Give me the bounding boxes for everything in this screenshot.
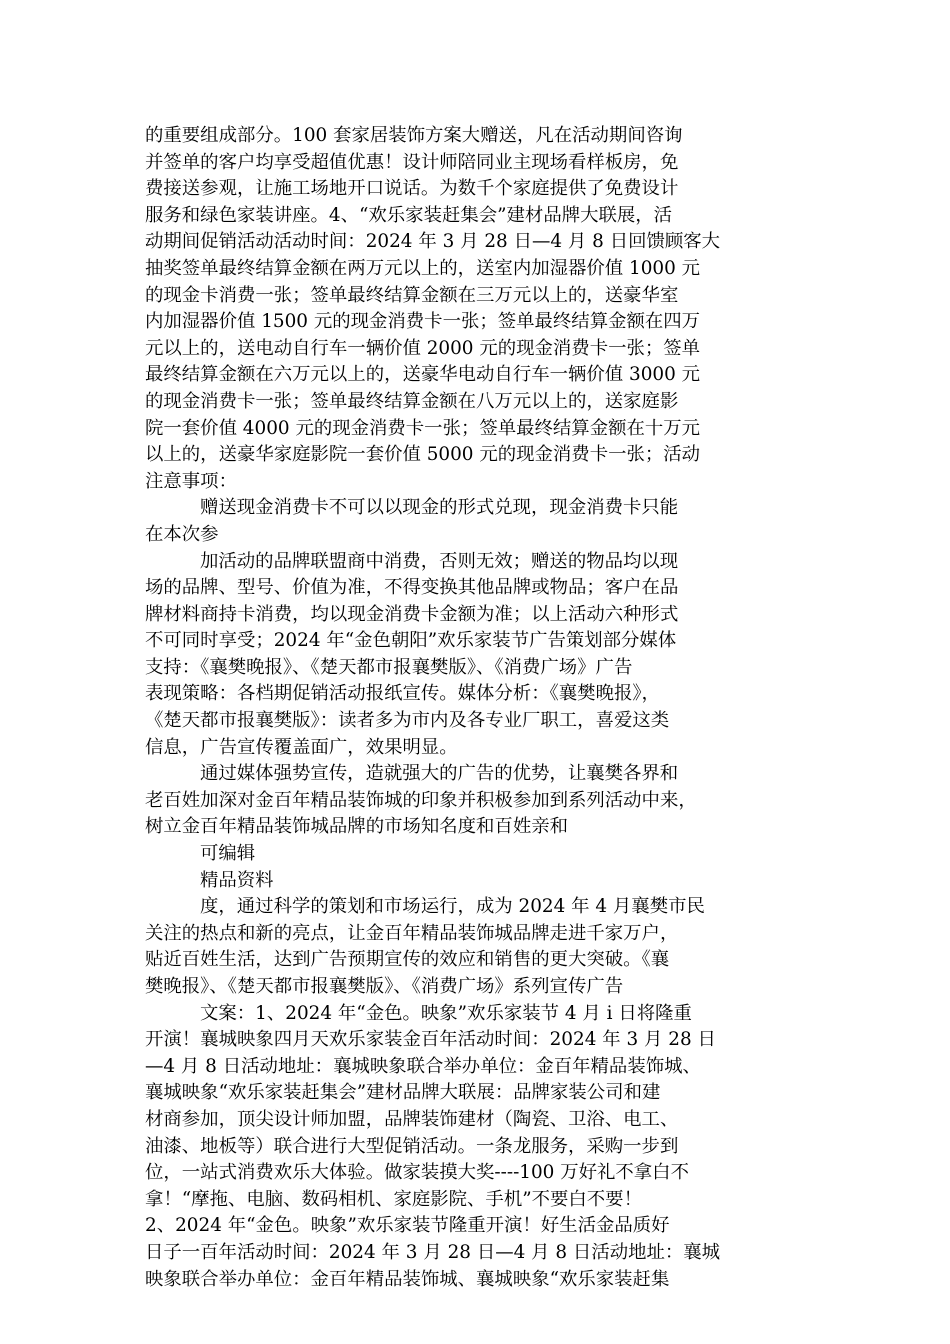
text-line: 的现金消费卡一张；签单最终结算金额在八万元以上的，送家庭影 (145, 390, 679, 412)
text-line: 在本次参 (145, 523, 219, 545)
text-line: 信息，广告宣传覆盖面广，效果明显。 (145, 736, 458, 758)
text-line: 开演！襄城映象四月天欢乐家装金百年活动时间：2024 年 3 月 28 日 (145, 1029, 716, 1051)
text-line: 支持：《襄樊晚报》、《楚天都市报襄樊版》、《消费广场》广告 (145, 656, 633, 678)
text-line: 最终结算金额在六万元以上的，送豪华电动自行车一辆价值 3000 元 (145, 364, 701, 386)
text-line: 以上的，送豪华家庭影院一套价值 5000 元的现金消费卡一张；活动 (145, 444, 701, 466)
text-line: 贴近百姓生活，达到广告预期宣传的效应和销售的更大突破。《襄 (145, 949, 670, 971)
text-line: 树立金百年精品装饰城品牌的市场知名度和百姓亲和 (145, 816, 568, 838)
text-line: 的重要组成部分。100 套家居装饰方案大赠送，凡在活动期间咨询 (145, 125, 683, 146)
text-line: 注意事项： (145, 470, 237, 492)
text-line: —4 月 8 日活动地址：襄城映象联合举办单位：金百年精品装饰城、 (145, 1055, 701, 1077)
text-line: 2、2024 年“金色。映象”欢乐家装节隆重开演！好生活金品质好 (145, 1215, 670, 1237)
text-line: 精品资料 (200, 869, 274, 891)
text-line: 樊晚报》、《楚天都市报襄樊版》、《消费广场》系列宣传广告 (145, 976, 624, 997)
text-line: 并签单的客户均享受超值优惠！设计师陪同业主现场看样板房，免 (145, 151, 679, 173)
text-line: 可编辑 (200, 843, 256, 865)
text-line: 拿！“摩拖、电脑、数码相机、家庭影院、手机”不要白不要！ (145, 1188, 642, 1210)
text-line: 加活动的品牌联盟商中消费，否则无效；赠送的物品均以现 (200, 550, 679, 572)
text-line: 费接送参观，让施工场地开口说话。为数千个家庭提供了免费设计 (145, 178, 679, 200)
text-line: 的现金卡消费一张；签单最终结算金额在三万元以上的，送豪华室 (145, 284, 679, 306)
text-line: 服务和绿色家装讲座。4、“欢乐家装赶集会”建材品牌大联展，活 (145, 204, 673, 226)
text-line: 老百姓加深对金百年精品装饰城的印象并积极参加到系列活动中来， (145, 789, 697, 811)
text-line: 院一套价值 4000 元的现金消费卡一张；签单最终结算金额在十万元 (145, 417, 701, 439)
text-line: 映象联合举办单位：金百年精品装饰城、襄城映象“欢乐家装赶集 (145, 1268, 670, 1290)
text-line: 位，一站式消费欢乐大体验。做家装摸大奖----100 万好礼不拿白不 (145, 1162, 689, 1184)
text-line: 牌材料商持卡消费，均以现金消费卡金额为准；以上活动六种形式 (145, 603, 679, 625)
text-line: 《楚天都市报襄樊版》：读者多为市内及各专业厂职工，喜爱这类 (145, 710, 670, 732)
text-line: 场的品牌、型号、价值为准，不得变换其他品牌或物品；客户在品 (145, 577, 679, 599)
text-line: 材商参加，顶尖设计师加盟，品牌装饰建材（陶瓷、卫浴、电工、 (145, 1108, 679, 1130)
text-line: 动期间促销活动活动时间：2024 年 3 月 28 日—4 月 8 日回馈顾客大 (145, 231, 721, 253)
text-line: 度，通过科学的策划和市场运行，成为 2024 年 4 月襄樊市民 (200, 896, 705, 918)
text-line: 襄城映象“欢乐家装赶集会”建材品牌大联展：品牌家装公司和建 (145, 1082, 661, 1104)
text-line: 表现策略：各档期促销活动报纸宣传。媒体分析：《襄樊晚报》， (145, 683, 660, 705)
text-line: 关注的热点和新的亮点，让金百年精品装饰城品牌走进千家万户， (145, 922, 679, 944)
text-line: 不可同时享受；2024 年“金色朝阳”欢乐家装节广告策划部分媒体 (145, 630, 677, 652)
text-line: 通过媒体强势宣传，造就强大的广告的优势，让襄樊各界和 (200, 763, 679, 785)
text-line: 元以上的，送电动自行车一辆价值 2000 元的现金消费卡一张；签单 (145, 337, 701, 359)
text-line: 抽奖签单最终结算金额在两万元以上的，送室内加湿器价值 1000 元 (145, 257, 701, 279)
text-line: 赠送现金消费卡不可以以现金的形式兑现，现金消费卡只能 (200, 497, 679, 519)
text-line: 内加湿器价值 1500 元的现金消费卡一张；签单最终结算金额在四万 (145, 311, 701, 333)
text-line: 油漆、地板等）联合进行大型促销活动。一条龙服务，采购一步到 (145, 1135, 679, 1157)
body-text (145, 123, 810, 1293)
text-line: 日子一百年活动时间：2024 年 3 月 28 日—4 月 8 日活动地址：襄城 (145, 1241, 721, 1263)
text-line: 文案：1、2024 年“金色。映象”欢乐家装节 4 月 i 日将隆重 (200, 1002, 692, 1024)
